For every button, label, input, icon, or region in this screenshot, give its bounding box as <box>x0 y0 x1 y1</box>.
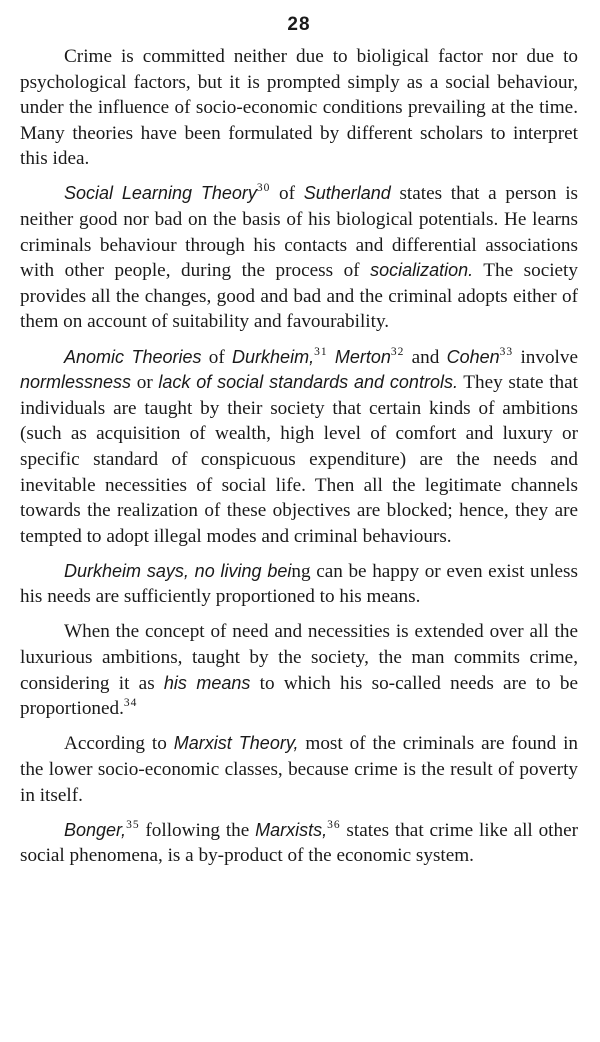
text-run: states that a person is neither good nor bad on the basis of his biological potentials. He learns criminals behaviour through his contacts and differential associations with other people, during the process of <box>20 183 578 282</box>
text-run: of <box>201 346 233 368</box>
footnote-ref: 30 <box>256 182 271 195</box>
footnote-ref: 33 <box>499 345 514 358</box>
italic-term: lack of social standards and controls. <box>158 372 458 393</box>
text-run: Crime is committed neither due to bioligical factor nor due to psychological factors, but it is prompted simply as a social behaviour, under the influence of socio-economic conditions prevailing at the time. Many theories have been formulated by different scholars to interpret this idea. <box>20 46 578 170</box>
text-run <box>328 347 335 368</box>
italic-term: Cohen <box>446 346 500 367</box>
footnote-ref: 34 <box>123 697 138 710</box>
italic-term: Marxist Theory, <box>173 733 299 754</box>
paragraph-7 <box>20 818 578 869</box>
text-run: of <box>270 183 304 205</box>
italic-term: Merton <box>334 346 391 367</box>
text-run: ng can be happy or even exist unless his needs are sufficiently proportioned to his means. <box>20 560 578 608</box>
text-run: involve <box>513 346 578 368</box>
paragraph-3 <box>20 345 578 550</box>
italic-term: Marxists, <box>255 819 328 840</box>
footnote-ref: 36 <box>327 818 341 831</box>
text-run: The society provides all the changes, good and bad and the criminal adopts either of them on account of suitability and favourability. <box>20 260 578 333</box>
footnote-ref: 32 <box>390 345 405 358</box>
footnote-ref: 31 <box>314 345 328 358</box>
body-text <box>20 44 578 869</box>
italic-term: Durkheim, <box>232 346 315 367</box>
paragraph-5 <box>20 619 578 721</box>
italic-term: his means <box>163 672 251 693</box>
text-run: following the <box>139 819 256 841</box>
paragraph-2 <box>20 181 578 335</box>
text-run: most of the criminals are found in the lower socio-economic classes, because crime is the result of poverty in itself. <box>20 733 578 806</box>
text-run: According to <box>64 733 174 755</box>
italic-term: Social Learning Theory <box>64 183 257 204</box>
text-run: or <box>131 372 159 394</box>
italic-term: Bonger, <box>64 819 127 840</box>
italic-term: socialization. <box>370 260 474 281</box>
text-run: and <box>404 346 447 368</box>
paragraph-6 <box>20 731 578 808</box>
text-run: When the concept of need and necessities is extended over all the luxurious ambitions, taught by the society, the man commits crime, considering it as <box>20 621 578 694</box>
italic-term: Durkheim says, no living bei <box>64 560 292 581</box>
text-run: to which his so-called needs are to be proportioned. <box>20 672 579 720</box>
italic-term: Sutherland <box>303 183 391 204</box>
page-number: 28 <box>287 14 311 35</box>
text-run: They state that individuals are taught by their society that certain kinds of ambitions (such as acquisition of wealth, high level of comfort and luxury or specific standard of conspicuous expenditure) are the needs and inevitable necessities of social life. Then all the legitimate channels towards the realization of these objectives are blocked; hence, they are tempted to adopt illegal modes and criminal behaviours. <box>20 372 578 547</box>
italic-term: normlessness <box>20 372 132 393</box>
paragraph-1 <box>20 44 578 172</box>
text-run: states that crime like all other social phenomena, is a by-product of the economic system. <box>20 819 578 867</box>
paragraph-4 <box>20 559 578 610</box>
italic-term: Anomic Theories <box>64 346 202 367</box>
footnote-ref: 35 <box>126 818 140 831</box>
